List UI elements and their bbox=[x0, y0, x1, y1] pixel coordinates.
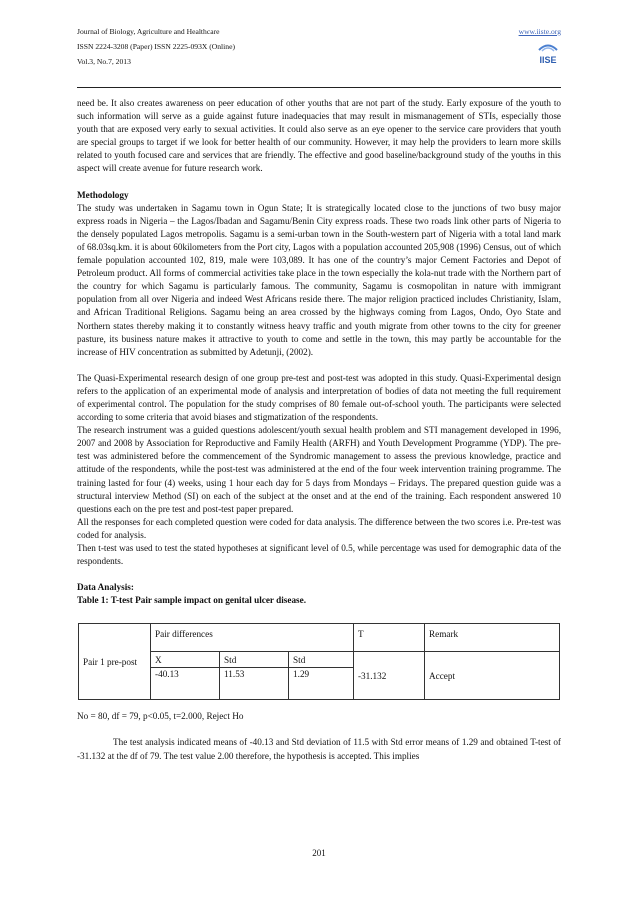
paragraph-design: The Quasi-Experimental research design of one group pre-test and post-test was adopted in this study. Quasi-Experimental design refers to the application of an experimental mode of analysis and interpretation of bodies of data not meeting the full requirement of experimental control. The population for the study comprises of 80 female out-of-school youth. The participants were selected according to some criteria that avoid biases and stigmatization of the respondents. bbox=[77, 372, 561, 423]
journal-issn: ISSN 2224-3208 (Paper) ISSN 2225-093X (Online) bbox=[77, 42, 235, 51]
std-value: 11.53 bbox=[220, 668, 289, 700]
paragraph-instrument: The research instrument was a guided questions adolescent/youth sexual health problem and STI management developed in 1996, 2007 and 2008 by Association for Reproductive and Family Health (ARFH) and Youth Development Programme (YDP). The pre-test was administered before the commencement of the Syndromic management to assess the previous knowledge, practice and attitude of the respondents, while the post-test was administered at the end of the four week intervention training programme. The training lasted for four (4) weeks, using 1 hour each day for 5 days from Mondays – Fridays. The prepared question guide was a structural interview Method (SI) on each of the subject at the onset and at the end of the training. Each respondent answered 10 questions each on the pre test and post-test paper prepared. bbox=[77, 425, 561, 514]
stats-line: No = 80, df = 79, p<0.05, t=2.000, Reject Ho bbox=[77, 711, 244, 722]
running-header bbox=[77, 24, 561, 69]
x-header: X bbox=[151, 652, 220, 668]
paragraph-coding: All the responses for each completed question were coded for data analysis. The difference between the two scores i.e. Pre-test was coded for analysis. bbox=[77, 516, 561, 540]
table-row-label: Pair 1 pre-post bbox=[79, 624, 151, 700]
journal-name: Journal of Biology, Agriculture and Healthcare bbox=[77, 27, 220, 36]
heading-methodology: Methodology bbox=[77, 189, 129, 200]
std-error-value: 1.29 bbox=[289, 668, 354, 700]
std-header: Std bbox=[220, 652, 289, 668]
paragraph-ttest: Then t-test was used to test the stated hypotheses at significant level of 0.5, while percentage was used for demographic data of the respondents. bbox=[77, 543, 561, 567]
remark-value: Accept bbox=[425, 652, 560, 700]
header-rule bbox=[77, 87, 561, 88]
heading-data-analysis: Data Analysis: bbox=[77, 582, 134, 593]
table-caption: Table 1: T-test Pair sample impact on genital ulcer disease. bbox=[77, 595, 307, 606]
journal-website-link[interactable]: www.iiste.org bbox=[518, 27, 561, 36]
t-header: T bbox=[353, 624, 424, 652]
paragraph-result: The test analysis indicated means of -40.13 and Std deviation of 11.5 with Std error means of 1.29 and obtained T-test of -31.132 at the df of 79. The test value 2.00 therefore, the hypothesis is accepted. This implies bbox=[77, 737, 561, 761]
iiste-logo bbox=[535, 42, 561, 68]
paragraph-intro: need be. It also creates awareness on peer education of other youths that are not part of the study. Early exposure of the youth to such information will serve as a guide against future inadequacies that may result in mismanagement of STIs, especially those youth that are exposed very early to sexual activities. It could also serve as an eye opener to the service care providers that youth are special groups to target if we look for better health of our community. However, it may help the providers to learn more skills related to youth focused care and services that are friendly. The effective and good baseline/background study of the youths in this aspect will create avenue for future research work. bbox=[77, 98, 561, 174]
std-error-header: Std bbox=[289, 652, 354, 668]
pair-differences-header: Pair differences bbox=[151, 624, 354, 652]
page-number: 201 bbox=[312, 848, 326, 858]
paragraph-methodology: The study was undertaken in Sagamu town in Ogun State; It is strategically located close to the junctions of two busy major express roads in Nigeria – the Lagos/Ibadan and Sagamu/Benin City express roads. These two roads link other parts of Nigeria to the densely populated Lagos metropolis. Sagamu is a semi-urban town in the South-western part of Nigeria with a total land mark of 68.03sq.km. it is about 60kilometers from the Port city, Lagos with a population accounted 205,908 (1996) Census, out of which female population accounted 102, 819, male were 103,089. It has one of the country’s major Cement Factories and Depot of Petroleum product. All forms of commercial activities take place in the town especially the kola-nut trade with the Northern part of the country for which Sagamu is particularly famous. The community, Sagamu is cosmopolitan in nature with immigrant population from all over Nigeria and indeed West Africans reside there. The major religion practiced includes Christianity, Islam, and African Traditional Religions. Sagamu being an area crossed by the highways coming from Lagos, Ondo, Oyo State and Northern states thereby making it to constantly witness heavy traffic and youth migrate from other towns to the city for greener pasture, its business nature makes it attractive to youth to come and settle in the town, this may partly be accountable for the increase of HIV concentration as submitted by Adetunji, (2002). bbox=[77, 202, 561, 357]
remark-header: Remark bbox=[425, 624, 560, 652]
ttest-table bbox=[78, 623, 560, 700]
page-body bbox=[77, 97, 561, 763]
logo-text: IISE bbox=[539, 55, 557, 65]
x-value: -40.13 bbox=[151, 668, 220, 700]
journal-volume: Vol.3, No.7, 2013 bbox=[77, 57, 131, 66]
t-value: -31.132 bbox=[353, 652, 424, 700]
